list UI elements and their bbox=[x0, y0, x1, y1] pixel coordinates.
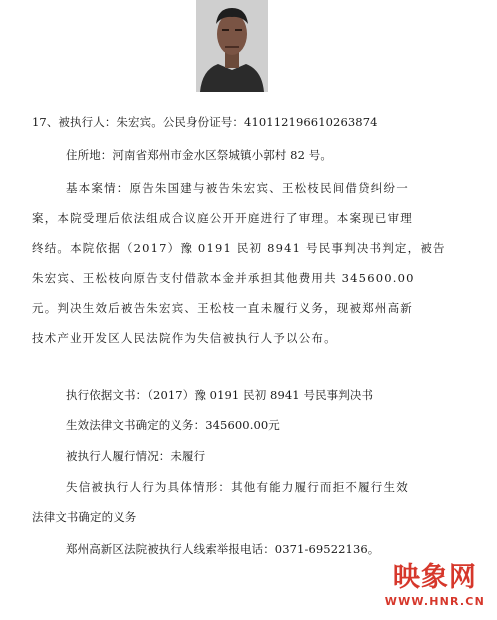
basis-line: 执行依据文书：（2017）豫 0191 民初 8941 号民事判决书 bbox=[66, 388, 374, 402]
site-watermark bbox=[385, 563, 485, 608]
case-line-6: 技术产业开发区人民法院作为失信被执行人予以公布。 bbox=[32, 331, 337, 345]
person-photo bbox=[196, 0, 268, 92]
obligation-line: 生效法律文书确定的义务：345600.00元 bbox=[66, 418, 280, 432]
watermark-url: WWW.HNR.CN bbox=[384, 595, 485, 608]
circumstance-line-2: 法律文书确定的义务 bbox=[32, 510, 137, 524]
watermark-logo: 映象网 bbox=[392, 562, 477, 593]
record-header: 17、被执行人：朱宏宾。公民身份证号：410112196610263874 bbox=[32, 115, 378, 129]
case-line-2: 案，本院受理后依法组成合议庭公开开庭进行了审理。本案现已审理 bbox=[32, 211, 413, 225]
portrait-image bbox=[196, 0, 268, 92]
case-line-1: 基本案情：原告朱国建与被告朱宏宾、王松枝民间借贷纠纷一 bbox=[66, 181, 409, 195]
hotline-line: 郑州高新区法院被执行人线索举报电话：0371-69522136。 bbox=[66, 542, 380, 556]
performance-line: 被执行人履行情况：未履行 bbox=[66, 449, 206, 463]
circumstance-line-1: 失信被执行人行为具体情形：其他有能力履行而拒不履行生效 bbox=[66, 480, 409, 494]
case-line-3: 终结。本院依据（2017）豫 0191 民初 8941 号民事判决书判定，被告 bbox=[32, 241, 446, 255]
address-line: 住所地：河南省郑州市金水区祭城镇小郭村 82 号。 bbox=[66, 148, 332, 162]
case-line-5: 元。判决生效后被告朱宏宾、王松枝一直未履行义务，现被郑州高新 bbox=[32, 301, 413, 315]
case-line-4: 朱宏宾、王松枝向原告支付借款本金并承担其他费用共 345600.00 bbox=[32, 271, 415, 285]
